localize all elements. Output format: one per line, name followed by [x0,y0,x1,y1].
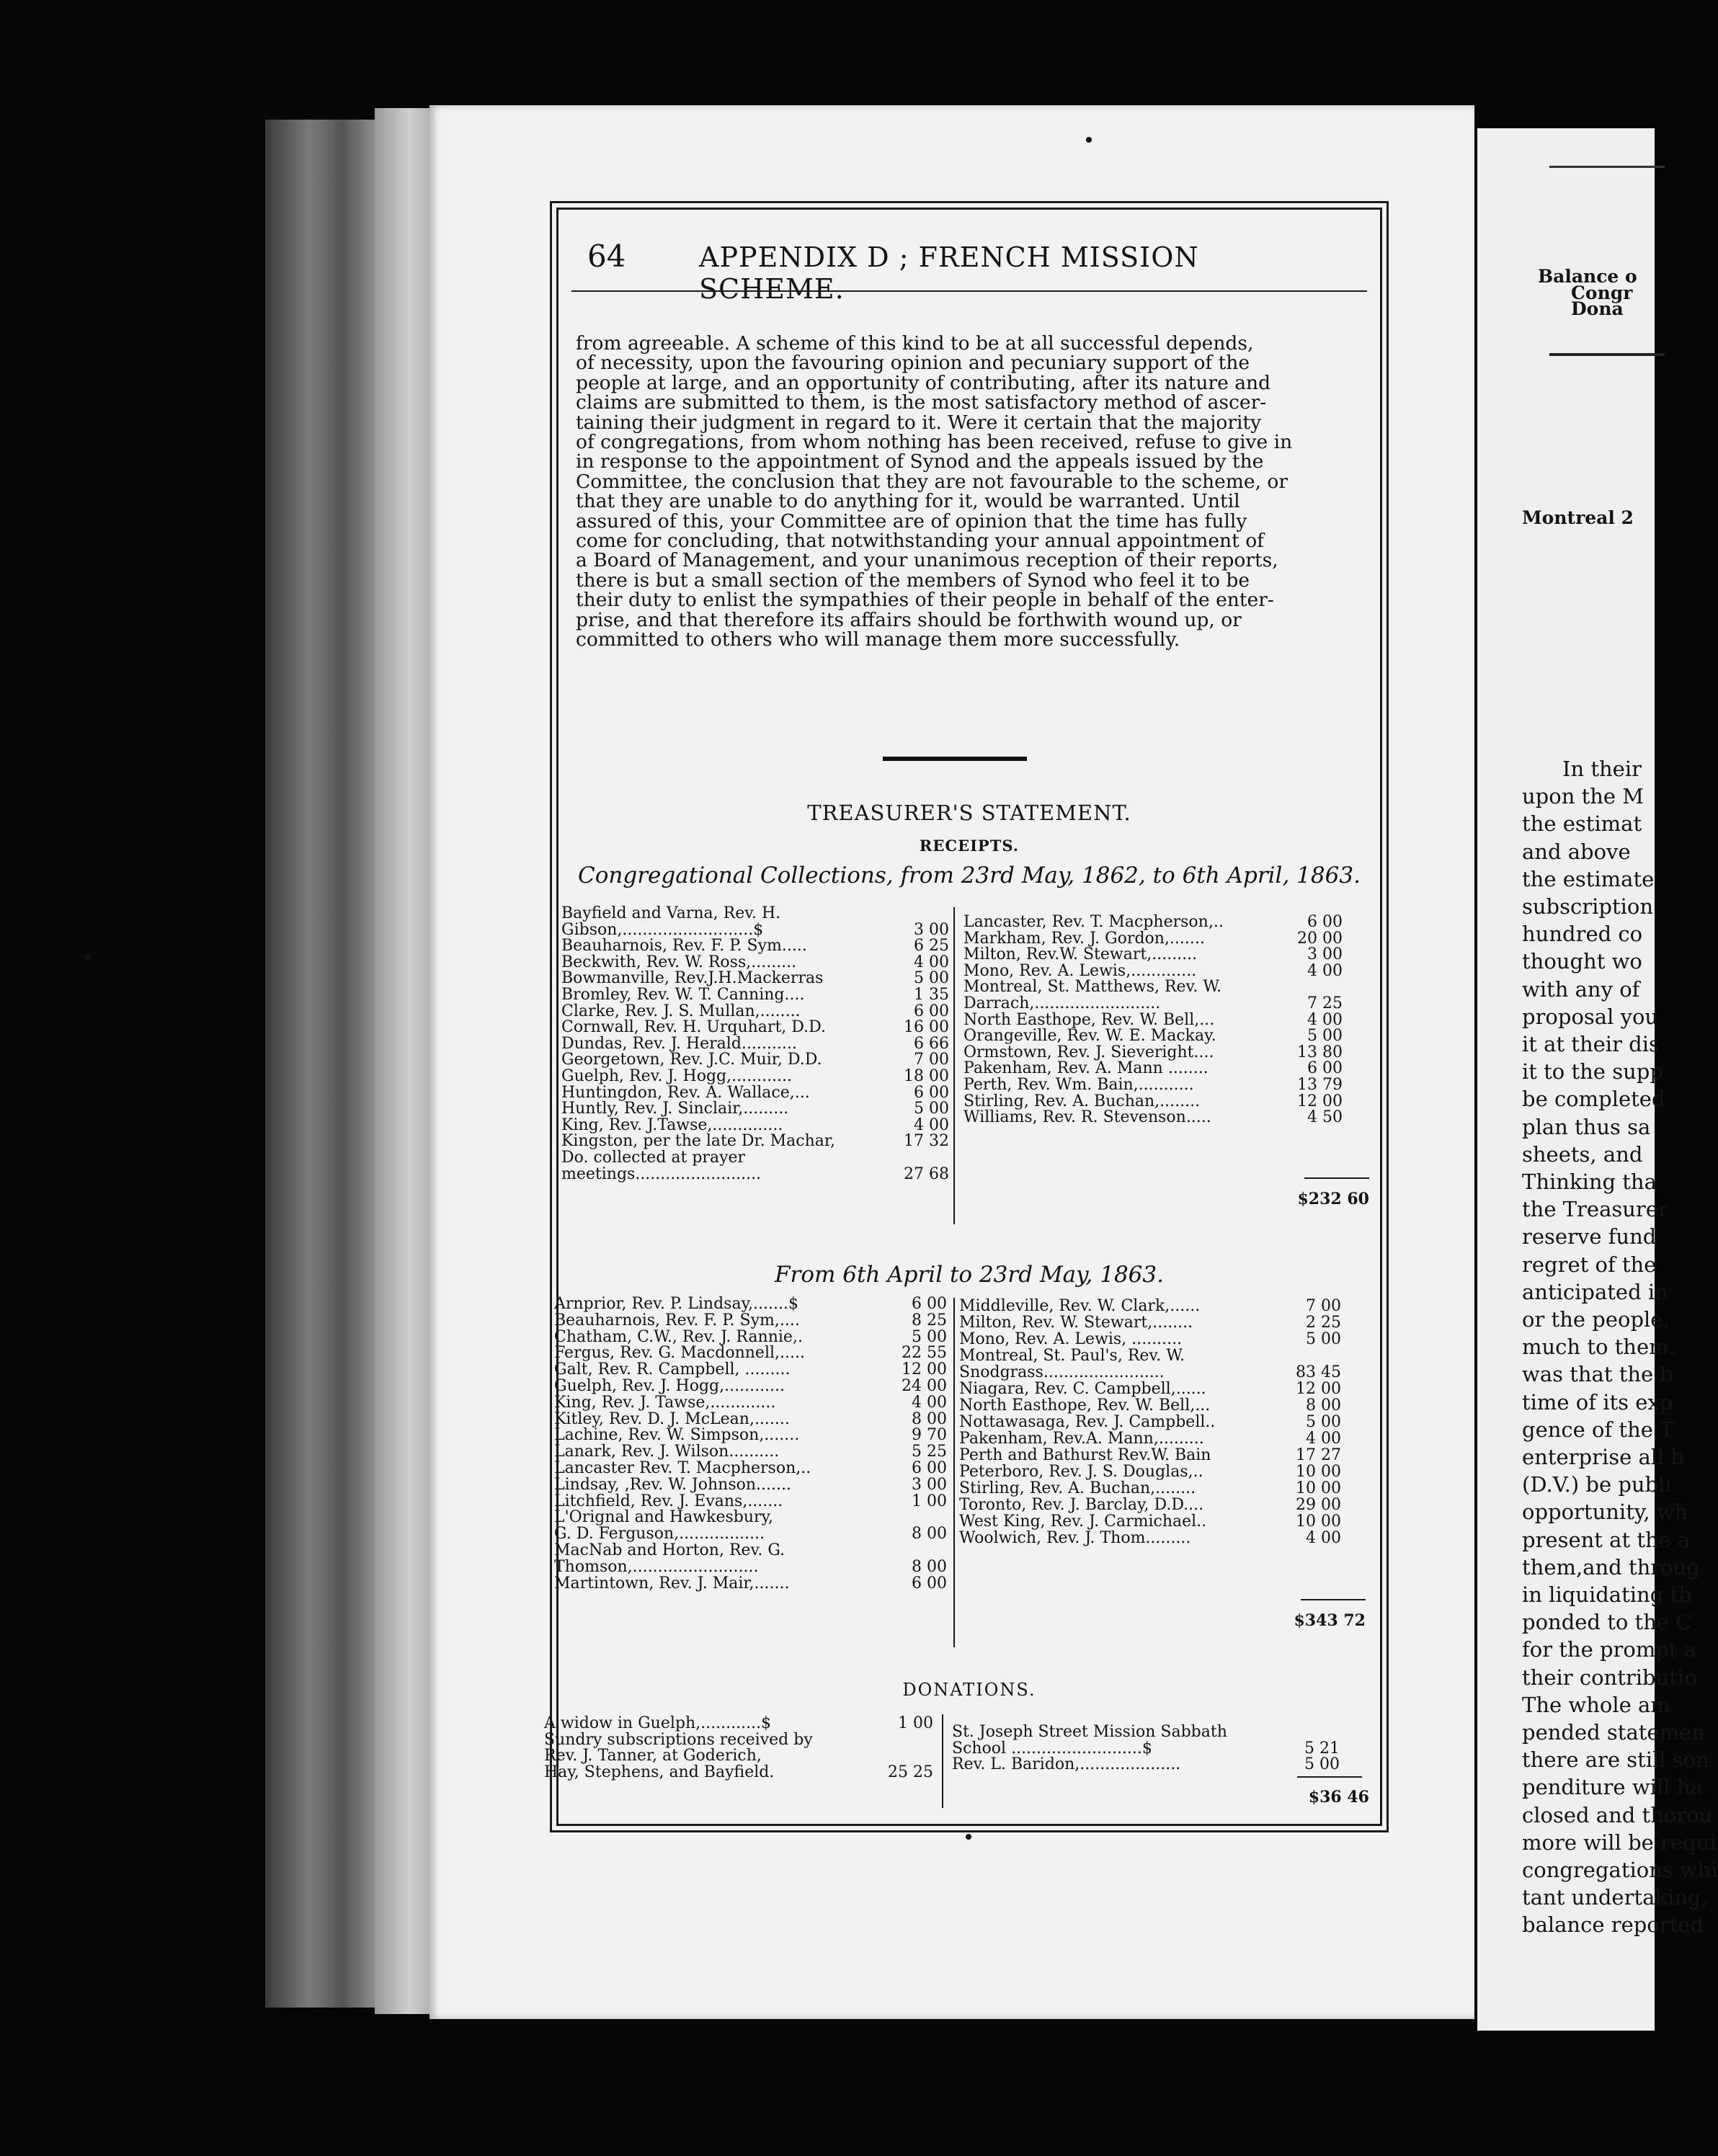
ledger-row [554,1345,947,1362]
adjacent-page-fragment: regret of the [1522,1252,1657,1277]
section1-title: Congregational Collections, from 23rd May, 1862, to 6th April, 1863. [578,863,1361,888]
ledger-entry-name: Lancaster Rev. T. Macpherson,.. [554,1458,811,1477]
section2-total: $343 72 [1294,1611,1366,1630]
ledger-entry-amount: 8 00 [912,1525,947,1544]
ledger-row [544,1748,933,1765]
ledger-entry-amount: 5 25 [912,1443,947,1461]
ledger-entry-amount: 5 00 [912,1327,947,1346]
page-title: APPENDIX D ; FRENCH MISSION SCHEME. [699,241,1199,305]
ledger-entry-amount: 5 00 [1307,1027,1343,1046]
ledger-row [554,1543,947,1559]
adjacent-page-fragment: Balance o [1538,266,1637,287]
ledger-entry-name: Rev. J. Tanner, at Goderich, [544,1747,762,1765]
ledger-entry-name: Stirling, Rev. A. Buchan,........ [963,1092,1201,1110]
ledger-row [561,1066,949,1085]
book-edge-dark [265,120,376,2008]
ledger-row [963,1094,1343,1110]
page-dot [1086,137,1092,143]
ledger-entry-amount: 5 00 [1306,1413,1341,1431]
ledger-entry-amount: 4 00 [1306,1430,1341,1448]
ledger-row [963,963,1343,980]
ledger-row [963,979,1343,996]
adjacent-page-fragment: their contributio [1522,1665,1697,1690]
ledger-entry-amount: 4 50 [1307,1108,1343,1127]
ledger-entry-name: Darrach,......................... [963,994,1161,1012]
adjacent-page-fragment: congregations whi [1522,1858,1718,1882]
ledger-entry-amount: 6 66 [914,1034,949,1053]
ledger-entry-name: Cornwall, Rev. H. Urquhart, D.D. [561,1018,826,1037]
ledger-entry-name: Milton, Rev.W. Stewart,......... [963,945,1198,964]
ledger-row [959,1447,1341,1464]
ledger-entry-name: North Easthope, Rev. W. Bell,... [959,1396,1211,1415]
ledger-entry-amount: 13 80 [1297,1043,1343,1061]
ledger-row [561,1036,949,1053]
ledger-entry-amount: 17 32 [904,1132,949,1151]
adjacent-page-fragment: or the people, [1522,1307,1670,1332]
ledger-row [561,1115,949,1134]
ledger-row [554,1494,947,1510]
ledger-entry-amount: 8 00 [912,1409,947,1428]
ledger-entry-name: Perth and Bathurst Rev.W. Bain [959,1446,1211,1464]
adjacent-page-fragment: opportunity, wh [1522,1500,1688,1525]
running-header [587,239,1351,305]
ledger-entry-amount: 8 00 [912,1557,947,1576]
ledger-row [561,1133,949,1150]
ledger-entry-name: Bayfield and Varna, Rev. H. [561,904,781,922]
ledger-entry-amount: 6 00 [912,1295,947,1313]
page-number: 64 [587,239,626,274]
ledger-entry-name: Snodgrass........................ [959,1363,1165,1381]
ledger-entry-name: Bowmanville, Rev.J.H.Mackerras [561,969,824,988]
ledger-entry-name: Montreal, St. Matthews, Rev. W. [963,978,1222,997]
ledger-entry-amount: 4 00 [914,1115,949,1134]
ledger-entry-name: Orangeville, Rev. W. E. Mackay. [963,1027,1216,1046]
page-rule [1549,353,1665,356]
paragraph-line: committed to others who will manage them more successfully. [576,628,1180,651]
total-rule [1301,1599,1366,1600]
ledger-entry-name: Guelph, Rev. J. Hogg,............ [561,1066,793,1085]
paragraph-line: prise, and that therefore its affairs should be forthwith wound up, or [576,608,1242,631]
ledger-entry-name: Nottawasaga, Rev. J. Campbell.. [959,1413,1216,1431]
ledger-entry-name: Toronto, Rev. J. Barclay, D.D.... [959,1496,1204,1514]
book-edge-light [375,108,432,2014]
ledger-row [554,1378,947,1395]
ledger-entry-amount: 1 00 [898,1714,933,1732]
adjacent-page-fragment: the Treasurer [1522,1197,1668,1222]
adjacent-page-fragment: with any of [1522,976,1640,1002]
ledger-entry-name: Beauharnois, Rev. F. P. Sym,.... [554,1311,800,1329]
ledger-row [554,1427,947,1444]
ledger-entry-name: Perth, Rev. Wm. Bain,........... [963,1075,1194,1094]
ledger-row [554,1526,947,1543]
ledger-row [959,1497,1341,1513]
ledger-row [959,1314,1341,1331]
ledger-row [963,1110,1343,1126]
ledger-entry-name: Chatham, C.W., Rev. J. Rannie,. [554,1327,803,1346]
ledger-entry-name: Lanark, Rev. J. Wilson.......... [554,1443,780,1461]
ledger-entry-name: Beckwith, Rev. W. Ross,......... [561,953,797,971]
ledger-row [959,1430,1341,1447]
adjacent-page-fragment: subscription [1522,894,1654,919]
ledger-row [963,1061,1343,1077]
ledger-entry-amount: 12 00 [1296,1380,1341,1398]
ledger-row [561,1020,949,1036]
ledger-row [963,1077,1343,1094]
ledger-row [554,1296,947,1313]
ledger-entry-amount: 1 00 [912,1492,947,1510]
column-divider [953,1298,955,1647]
paragraph-line: their duty to enlist the sympathies of their people in behalf of the enter- [576,589,1274,612]
ledger-entry-name: Pakenham, Rev.A. Mann,......... [959,1430,1204,1448]
statement-title: TREASURER'S STATEMENT. [807,801,1131,825]
ledger-row [561,1101,949,1118]
ledger-entry-name: Lachine, Rev. W. Simpson,....... [554,1426,800,1445]
ledger-row [554,1313,947,1329]
ledger-entry-amount: 6 00 [1307,1059,1343,1078]
adjacent-page-fragment: plan thus sa [1522,1114,1651,1139]
adjacent-page-fragment: balance reported [1522,1912,1704,1938]
ledger-row [554,1458,947,1477]
ledger-entry-amount: 8 00 [1306,1396,1341,1415]
ledger-entry-name: Guelph, Rev. J. Hogg,............ [554,1376,785,1395]
ledger-row [554,1477,947,1494]
adjacent-page-fragment: penditure will ha [1522,1775,1703,1800]
paragraph-line: people at large, and an opportunity of contributing, after its nature and [576,371,1271,394]
ledger-entry-amount: 29 00 [1296,1496,1341,1514]
ledger-entry-name: Rev. L. Baridon,.................... [952,1755,1181,1774]
ledger-entry-name: Georgetown, Rev. J.C. Muir, D.D. [561,1051,822,1069]
ledger-entry-amount: 6 00 [914,1083,949,1102]
ledger-entry-amount: 2 25 [1306,1314,1341,1332]
ledger-entry-name: Williams, Rev. R. Stevenson..... [963,1108,1211,1127]
ledger-row [952,1741,1340,1758]
ledger-row [561,1004,949,1020]
ledger-row [963,947,1343,963]
ledger-entry-name: L'Orignal and Hawkesbury, [554,1508,774,1527]
adjacent-page-fragment: it to the supp [1522,1059,1663,1084]
ledger-entry-name: Middleville, Rev. W. Clark,...... [959,1297,1201,1315]
page-dot [966,1834,971,1840]
paragraph-line: Committee, the conclusion that they are not favourable to the scheme, or [576,470,1288,493]
ledger-entry-name: Milton, Rev. W. Stewart,........ [959,1314,1193,1332]
ledger-entry-amount: 20 00 [1297,929,1343,948]
ledger-entry-name: Thomson,......................... [554,1557,759,1576]
ledger-row [959,1298,1341,1314]
ledger-row [561,938,949,955]
adjacent-page-fragment: sheets, and [1522,1141,1643,1167]
ledger-row [561,922,949,939]
ledger-row [554,1395,947,1412]
ledger-entry-name: North Easthope, Rev. W. Bell,... [963,1010,1215,1029]
ledger-entry-amount: 5 00 [1304,1755,1340,1774]
adjacent-page-fragment: anticipated in [1522,1279,1668,1304]
ledger-entry-amount: 6 00 [912,1458,947,1477]
column-divider [942,1714,943,1808]
section1-left-column [561,906,949,1182]
adjacent-page-fragment: time of its exp [1522,1389,1673,1415]
ledger-row [959,1331,1341,1348]
page-frame [544,208,1382,1826]
paragraph-line: claims are submitted to them, is the most satisfactory method of ascer- [576,391,1267,414]
paragraph-line: taining their judgment in regard to it. Were it certain that the majority [576,411,1262,434]
ledger-entry-name: Hay, Stephens, and Bayfield. [544,1763,775,1781]
ledger-row [554,1576,947,1592]
page-dot [85,954,91,960]
adjacent-page-fragment: (D.V.) be publi [1522,1472,1672,1497]
adjacent-page-fragment: the estimate [1522,866,1655,891]
ledger-row [959,1364,1341,1381]
adjacent-page-fragment: in liquidating th [1522,1582,1692,1607]
section2-left-column [554,1296,947,1592]
adjacent-page-fragment: Dona [1571,298,1624,319]
ledger-entry-name: Gibson,..........................$ [561,920,764,939]
adjacent-page [1477,128,1718,2031]
ledger-entry-amount: 16 00 [904,1018,949,1037]
ledger-row [554,1559,947,1576]
ledger-row [554,1510,947,1526]
ledger-row [959,1530,1341,1546]
ledger-entry-amount: 8 25 [912,1311,947,1329]
ledger-row [963,1028,1343,1045]
ledger-entry-name: MacNab and Horton, Rev. G. [554,1541,785,1559]
ledger-entry-name: Woolwich, Rev. J. Thom......... [959,1529,1191,1547]
ledger-row [959,1480,1341,1497]
ledger-entry-name: Kingston, per the late Dr. Machar, [561,1132,835,1151]
ledger-entry-amount: 10 00 [1296,1463,1341,1481]
ledger-entry-amount: 12 00 [902,1360,947,1379]
ledger-entry-amount: 1 35 [914,985,949,1004]
ledger-entry-name: West King, Rev. J. Carmichael.. [959,1513,1207,1531]
ledger-entry-amount: 9 70 [912,1426,947,1445]
ledger-row [544,1765,933,1781]
adjacent-page-fragment: there are still son [1522,1747,1709,1773]
donations-left-column [544,1716,933,1781]
adjacent-page-fragment: pended statemen [1522,1720,1705,1745]
paragraph-line: that they are unable to do anything for it, would be warranted. Until [576,490,1240,513]
adjacent-page-fragment: much to them. [1522,1335,1675,1360]
ledger-entry-amount: 6 00 [1307,913,1343,931]
ledger-entry-amount: 4 00 [1306,1529,1341,1547]
ledger-row [554,1329,947,1346]
adjacent-page-fragment: the estimat [1522,811,1642,837]
adjacent-page-fragment: Thinking tha [1522,1170,1657,1194]
ledger-entry-name: Litchfield, Rev. J. Evans,....... [554,1492,783,1510]
ledger-entry-amount: 5 00 [914,1100,949,1118]
ledger-row [554,1444,947,1461]
adjacent-page-fragment: hundred co [1522,922,1643,947]
adjacent-page-fragment: more will be requi [1522,1830,1717,1855]
ledger-entry-name: G. D. Ferguson,................. [554,1525,765,1544]
ledger-entry-amount: 3 00 [1307,945,1343,964]
section1-right-column [963,914,1343,1126]
adjacent-page-fragment: present at the a [1522,1527,1691,1552]
ledger-entry-amount: 6 00 [914,1002,949,1020]
ledger-entry-name: Huntly, Rev. J. Sinclair,......... [561,1100,789,1118]
ledger-entry-amount: 4 00 [1307,1010,1343,1029]
ledger-entry-amount: 4 00 [912,1393,947,1412]
section2-title: From 6th April to 23rd May, 1863. [775,1262,1164,1288]
ledger-entry-name: Martintown, Rev. J. Mair,....... [554,1574,790,1592]
ledger-entry-name: Bromley, Rev. W. T. Canning.... [561,985,805,1004]
adjacent-page-fragment: In their [1562,757,1642,781]
ledger-entry-name: King, Rev. J. Tawse,............. [554,1393,776,1412]
ledger-entry-name: Ormstown, Rev. J. Sieveright.... [963,1043,1214,1061]
paragraph-line: of necessity, upon the favouring opinion and pecuniary support of the [576,352,1250,375]
ledger-entry-name: Do. collected at prayer [561,1148,746,1167]
ledger-entry-name: School ..........................$ [952,1739,1152,1758]
adjacent-page-fragment: and above [1522,839,1631,864]
ledger-row [544,1732,933,1749]
adjacent-page-fragment: be completed [1522,1087,1665,1112]
ledger-row [561,1085,949,1102]
ledger-row [561,906,949,922]
ledger-row [963,931,1343,948]
ledger-entry-amount: 22 55 [902,1344,947,1363]
paragraph-line: in response to the appointment of Synod and the appeals issued by the [576,450,1264,473]
ledger-row [959,1381,1341,1397]
ledger-row [561,1150,949,1167]
ledger-entry-name: Huntingdon, Rev. A. Wallace,... [561,1083,810,1102]
ledger-row [561,1052,949,1069]
adjacent-page-fragment: Congr [1571,282,1633,303]
column-divider [953,907,955,1224]
ledger-entry-name: Lindsay, ,Rev. W. Johnson....... [554,1475,791,1494]
ledger-entry-amount: 12 00 [1297,1092,1343,1110]
ledger-entry-name: Fergus, Rev. G. Macdonnell,..... [554,1344,805,1363]
ledger-entry-amount: 6 25 [914,937,949,956]
adjacent-page-fragment: thought wo [1522,949,1642,974]
ledger-entry-name: meetings......................... [561,1164,762,1183]
ledger-entry-name: Lancaster, Rev. T. Macpherson,.. [963,913,1224,931]
ledger-row [952,1757,1340,1773]
adjacent-page-fragment: gence of the T [1522,1417,1674,1442]
ledger-entry-name: Niagara, Rev. C. Campbell,...... [959,1380,1206,1398]
donations-total: $36 46 [1308,1788,1369,1807]
ledger-entry-amount: 27 68 [904,1164,949,1183]
total-rule [1297,1776,1362,1778]
adjacent-page-fragment: enterprise all b [1522,1445,1685,1469]
body-paragraph [576,334,1368,650]
ledger-entry-amount: 3 00 [912,1475,947,1494]
adjacent-page-fragment: ponded to the C [1522,1610,1692,1635]
ledger-entry-name: Montreal, St. Paul's, Rev. W. [959,1347,1185,1365]
header-rule [571,290,1367,292]
ledger-entry-name: Clarke, Rev. J. S. Mullan,........ [561,1002,801,1020]
ledger-row [544,1716,933,1732]
ledger-entry-amount: 5 00 [914,969,949,988]
ledger-entry-amount: 4 00 [914,953,949,971]
ledger-row [959,1397,1341,1414]
ledger-row [561,1164,949,1183]
ledger-entry-amount: 25 25 [888,1763,933,1781]
ledger-entry-amount: 5 21 [1304,1739,1340,1758]
adjacent-page-fragment: Montreal 2 [1522,507,1634,528]
ledger-entry-amount: 7 25 [1307,994,1343,1012]
paragraph-line: there is but a small section of the members of Synod who feel it to be [576,569,1250,592]
ledger-row [963,996,1343,1012]
adjacent-page-fragment: reserve fund [1522,1224,1657,1250]
ledger-entry-name: St. Joseph Street Mission Sabbath [952,1723,1227,1741]
adjacent-page-fragment: upon the M [1522,784,1644,809]
adjacent-page-fragment: for the prompt a [1522,1637,1697,1662]
ledger-row [963,1045,1343,1061]
ledger-entry-name: Pakenham, Rev. A. Mann ........ [963,1059,1209,1078]
adjacent-page-fragment: it at their dis [1522,1032,1660,1056]
ledger-entry-amount: 7 00 [914,1051,949,1069]
ledger-row [554,1409,947,1428]
ledger-entry-name: A widow in Guelph,............$ [544,1714,772,1732]
ledger-entry-amount: 83 45 [1296,1363,1341,1381]
ledger-entry-amount: 5 00 [1306,1330,1341,1348]
section-divider [883,757,1027,761]
ledger-entry-amount: 10 00 [1296,1513,1341,1531]
ledger-row [952,1724,1340,1741]
receipts-label: RECEIPTS. [919,837,1020,855]
ledger-entry-amount: 4 00 [1307,961,1343,980]
total-rule [1304,1177,1369,1179]
paragraph-line: come for concluding, that notwithstanding your annual appointment of [576,530,1264,553]
paragraph-line: from agreeable. A scheme of this kind to be at all successful depends, [576,332,1254,355]
adjacent-page-fragment: them,and throug [1522,1554,1700,1580]
ledger-entry-name: Galt, Rev. R. Campbell, ......... [554,1360,791,1379]
adjacent-page-fragment: was that the b [1522,1362,1673,1387]
ledger-entry-amount: 3 00 [914,920,949,939]
ledger-row [959,1513,1341,1530]
ledger-entry-name: King, Rev. J.Tawse,.............. [561,1115,783,1134]
ledger-entry-amount: 18 00 [904,1066,949,1085]
adjacent-page-fragment: tant undertaking, [1522,1885,1708,1910]
ledger-row [963,1012,1343,1029]
ledger-row [959,1464,1341,1480]
ledger-row [561,971,949,987]
adjacent-page-fragment: closed and thorou [1522,1802,1713,1827]
section1-total: $232 60 [1297,1190,1369,1208]
ledger-entry-name: Beauharnois, Rev. F. P. Sym..... [561,937,807,956]
ledger-row [963,914,1343,931]
ledger-row [959,1414,1341,1430]
ledger-entry-name: Mono, Rev. A. Lewis, .......... [959,1330,1183,1348]
ledger-entry-name: Arnprior, Rev. P. Lindsay,.......$ [554,1295,799,1313]
ledger-row [561,955,949,971]
ledger-entry-name: Stirling, Rev. A. Buchan,........ [959,1479,1196,1497]
ledger-entry-amount: 7 00 [1306,1297,1341,1315]
page-rule [1549,166,1665,168]
paragraph-line: a Board of Management, and your unanimous reception of their reports, [576,549,1278,572]
ledger-row [554,1362,947,1378]
ledger-entry-amount: 17 27 [1296,1446,1341,1464]
donations-title: DONATIONS. [902,1680,1036,1700]
adjacent-page-fragment: proposal you [1522,1004,1659,1029]
ledger-entry-name: Sundry subscriptions received by [544,1730,813,1749]
ledger-entry-name: Kitley, Rev. D. J. McLean,....... [554,1409,790,1428]
ledger-row [561,987,949,1004]
ledger-entry-amount: 6 00 [912,1574,947,1592]
paragraph-line: assured of this, your Committee are of opinion that the time has fully [576,509,1247,533]
ledger-entry-name: Mono, Rev. A. Lewis,............. [963,961,1197,980]
ledger-entry-amount: 10 00 [1296,1479,1341,1497]
ledger-row [959,1348,1341,1364]
paragraph-line: of congregations, from whom nothing has been received, refuse to give in [576,431,1293,454]
ledger-entry-amount: 24 00 [902,1376,947,1395]
ledger-entry-amount: 13 79 [1297,1075,1343,1094]
section2-right-column [959,1298,1341,1546]
ledger-entry-name: Peterboro, Rev. J. S. Douglas,.. [959,1463,1203,1481]
ledger-entry-name: Markham, Rev. J. Gordon,....... [963,929,1205,948]
adjacent-page-fragment: The whole am [1522,1692,1670,1717]
ledger-entry-name: Dundas, Rev. J. Herald........... [561,1034,797,1053]
donations-right-column [952,1724,1340,1773]
